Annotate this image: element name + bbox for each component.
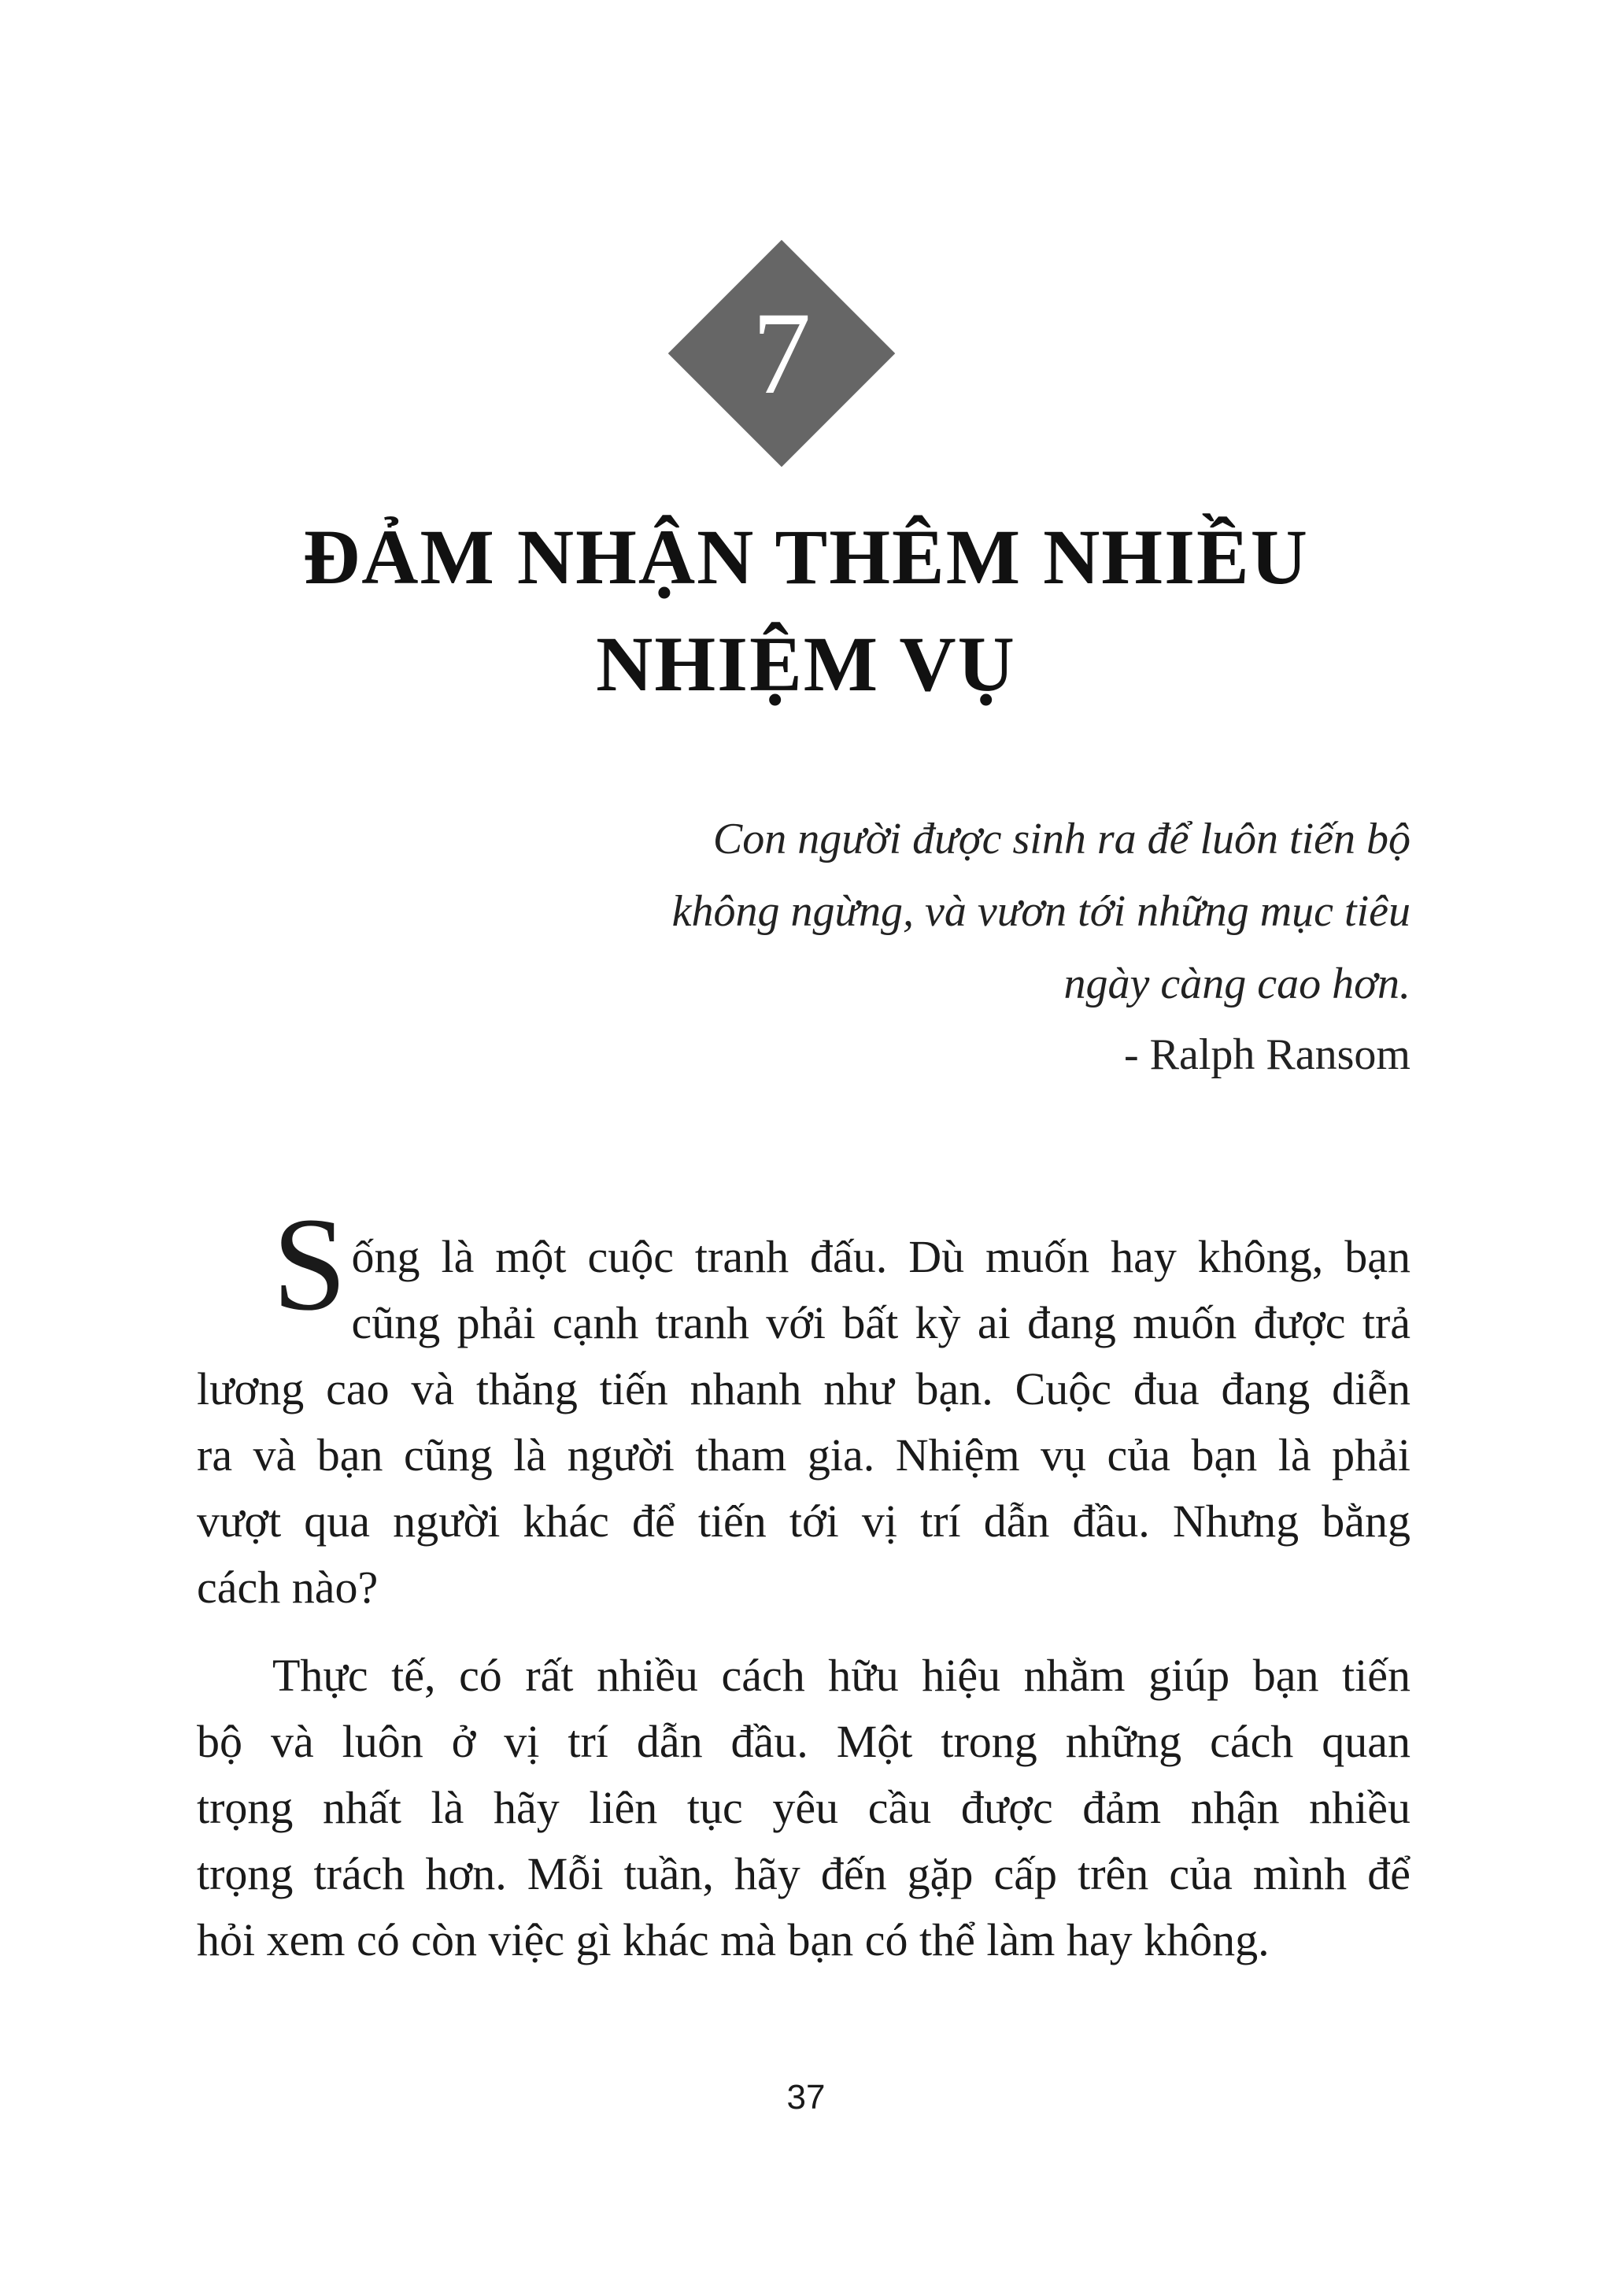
- chapter-title-line-1: ĐẢM NHẬN THÊM NHIỀU: [303, 513, 1309, 601]
- chapter-title-line-2: NHIỆM VỤ: [596, 620, 1016, 708]
- paragraph-1-line-2: cũng phải cạnh tranh với bất kỳ ai đang muốn được trả: [351, 1297, 1410, 1348]
- paragraph-2-line-2: bộ và luôn ở vị trí dẫn đầu. Một trong những cách quan: [197, 1716, 1410, 1767]
- chapter-title: [197, 504, 1415, 718]
- paragraph-1-line-5: vượt qua người khác để tiến tới vị trí dẫn đầu. Nhưng bằng: [197, 1496, 1410, 1547]
- paragraph-1-line-3: lương cao và thăng tiến nhanh như bạn. Cuộc đua đang diễn: [197, 1363, 1410, 1414]
- paragraph-2-line-1: Thực tế, có rất nhiều cách hữu hiệu nhằm giúp bạn tiến: [272, 1650, 1410, 1701]
- chapter-number-badge: [668, 240, 895, 467]
- paragraph-1: [197, 1190, 1410, 1621]
- paragraph-1-line-6: cách nào?: [197, 1562, 379, 1613]
- paragraph-2-line-5: hỏi xem có còn việc gì khác mà bạn có thể làm hay không.: [197, 1914, 1270, 1965]
- epigraph-quote: [512, 803, 1410, 1020]
- paragraph-2-line-4: trọng trách hơn. Mỗi tuần, hãy đến gặp cấp trên của mình để: [197, 1848, 1410, 1899]
- page-number: 37: [786, 2078, 826, 2117]
- epigraph-line-1: Con người được sinh ra để luôn tiến bộ: [712, 815, 1410, 863]
- chapter-number: 7: [752, 288, 812, 419]
- epigraph-attribution: - Ralph Ransom: [1124, 1030, 1410, 1079]
- paragraph-1-line-4: ra và bạn cũng là người tham gia. Nhiệm vụ của bạn là phải: [197, 1429, 1410, 1481]
- drop-cap: S: [272, 1190, 347, 1338]
- paragraph-2-line-3: trọng nhất là hãy liên tục yêu cầu được đảm nhận nhiều: [197, 1782, 1410, 1833]
- paragraph-2: [197, 1643, 1410, 1973]
- body-text: [197, 1190, 1410, 1995]
- epigraph-line-3: ngày càng cao hơn.: [1063, 959, 1410, 1008]
- paragraph-1-line-1: ống là một cuộc tranh đấu. Dù muốn hay không, bạn: [351, 1231, 1410, 1282]
- epigraph-line-2: không ngừng, và vươn tới những mục tiêu: [671, 887, 1410, 936]
